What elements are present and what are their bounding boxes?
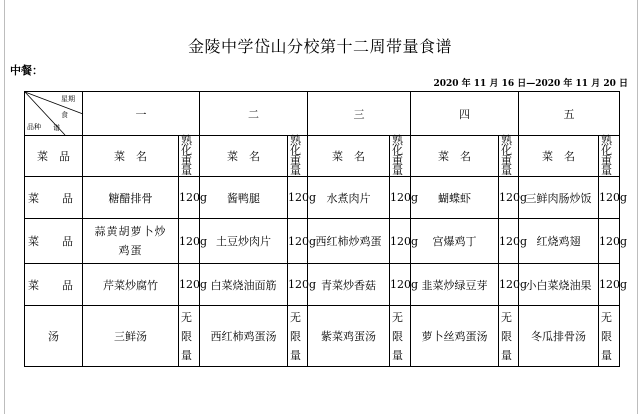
- day-header-thu: 四: [411, 92, 519, 136]
- dish-qty-text: 无限量: [501, 310, 512, 362]
- menu-row: [25, 264, 620, 306]
- dish-name-header: 菜 名: [200, 136, 288, 177]
- dish-qty: [599, 306, 620, 367]
- page-title: 金陵中学岱山分校第十二周带量食谱: [187, 37, 452, 56]
- qty-header: [599, 136, 620, 177]
- row-category: 汤: [25, 306, 83, 367]
- corner-header-cell: [25, 92, 83, 136]
- dish-qty: 120g: [599, 264, 620, 306]
- dish-name-header: 菜 名: [308, 136, 390, 177]
- qty-header-text: 熟化 重量: [501, 134, 512, 177]
- dish-qty-text: 无限量: [181, 310, 192, 362]
- qty-header-text: 熟化 重量: [601, 134, 612, 177]
- soup-row: [25, 306, 620, 367]
- qty-header: [179, 136, 200, 177]
- date-range: 2020 年 11 月 16 日—2020 年 11 月 20 日: [433, 79, 628, 89]
- dish-name-text: 蒜黄胡萝卜炒鸡蛋: [94, 225, 167, 257]
- dish-name: 水煮肉片: [308, 177, 390, 219]
- row-category: 菜 品: [25, 264, 83, 306]
- dish-name: 青菜炒香菇: [308, 264, 390, 306]
- dish-name: 土豆炒肉片: [200, 219, 288, 264]
- corner-weekday-label: 星期: [61, 95, 75, 103]
- dish-qty: 120g: [288, 264, 308, 306]
- qty-header: [288, 136, 308, 177]
- dish-name: 西红柿鸡蛋汤: [200, 306, 288, 367]
- dish-name: 蝴蝶虾: [411, 177, 499, 219]
- dish-name: 酱鸭腿: [200, 177, 288, 219]
- dish-name: 宫爆鸡丁: [411, 219, 499, 264]
- row-category: 菜 品: [25, 219, 83, 264]
- dish-name: 糖醋排骨: [83, 177, 179, 219]
- meal-label: 中餐：: [10, 64, 43, 77]
- dish-name: 西红柿炒鸡蛋: [308, 219, 390, 264]
- dish-name: 萝卜丝鸡蛋汤: [411, 306, 499, 367]
- dish-qty: 120g: [499, 219, 519, 264]
- qty-header-text: 熟化 重量: [181, 134, 192, 177]
- day-header-tue: 二: [200, 92, 308, 136]
- dish-name: [83, 219, 179, 264]
- category-header: 菜 品: [25, 136, 83, 177]
- dish-name: 冬瓜排骨汤: [519, 306, 599, 367]
- header-row: [25, 92, 620, 136]
- day-header-mon: 一: [83, 92, 200, 136]
- dish-name: 三鲜肉肠炒饭: [519, 177, 599, 219]
- dish-name: 小白菜烧油果: [519, 264, 599, 306]
- dish-qty: 120g: [288, 177, 308, 219]
- corner-variety-label: 品种: [27, 123, 41, 131]
- dish-qty: 120g: [499, 264, 519, 306]
- menu-row: [25, 219, 620, 264]
- dish-name: 芹菜炒腐竹: [83, 264, 179, 306]
- dish-name: 紫菜鸡蛋汤: [308, 306, 390, 367]
- dish-qty: 120g: [599, 177, 620, 219]
- dish-name-header: 菜 名: [83, 136, 179, 177]
- dish-qty: 120g: [179, 219, 200, 264]
- dish-qty-text: 无限量: [392, 310, 403, 362]
- qty-header-text: 熟化 重量: [392, 134, 403, 177]
- dish-name-header: 菜 名: [519, 136, 599, 177]
- dish-qty: 120g: [599, 219, 620, 264]
- corner-food-label: 食: [61, 111, 68, 119]
- dish-qty: 120g: [390, 264, 411, 306]
- dish-qty: 120g: [179, 177, 200, 219]
- sub-header-row: [25, 136, 620, 177]
- day-header-wed: 三: [308, 92, 411, 136]
- qty-header: [390, 136, 411, 177]
- dish-name: 三鲜汤: [83, 306, 179, 367]
- dish-name: 红烧鸡翅: [519, 219, 599, 264]
- dish-qty: [179, 306, 200, 367]
- menu-row: [25, 177, 620, 219]
- dish-name: 白菜烧油面筋: [200, 264, 288, 306]
- dish-name-header: 菜 名: [411, 136, 499, 177]
- dish-qty: [390, 306, 411, 367]
- menu-table: [24, 91, 628, 367]
- dish-qty: 120g: [390, 219, 411, 264]
- dish-qty-text: 无限量: [601, 310, 612, 362]
- dish-qty-text: 无限量: [290, 310, 301, 362]
- day-header-fri: 五: [519, 92, 620, 136]
- dish-qty: [288, 306, 308, 367]
- qty-header-text: 熟化 重量: [290, 134, 301, 177]
- qty-header: [499, 136, 519, 177]
- dish-name: 韭菜炒绿豆芽: [411, 264, 499, 306]
- dish-qty: 120g: [288, 219, 308, 264]
- dish-qty: 120g: [179, 264, 200, 306]
- row-category: 菜 品: [25, 177, 83, 219]
- dish-qty: 120g: [390, 177, 411, 219]
- dish-qty: [499, 306, 519, 367]
- corner-spectrum-label: 谱: [53, 124, 60, 132]
- dish-qty: 120g: [499, 177, 519, 219]
